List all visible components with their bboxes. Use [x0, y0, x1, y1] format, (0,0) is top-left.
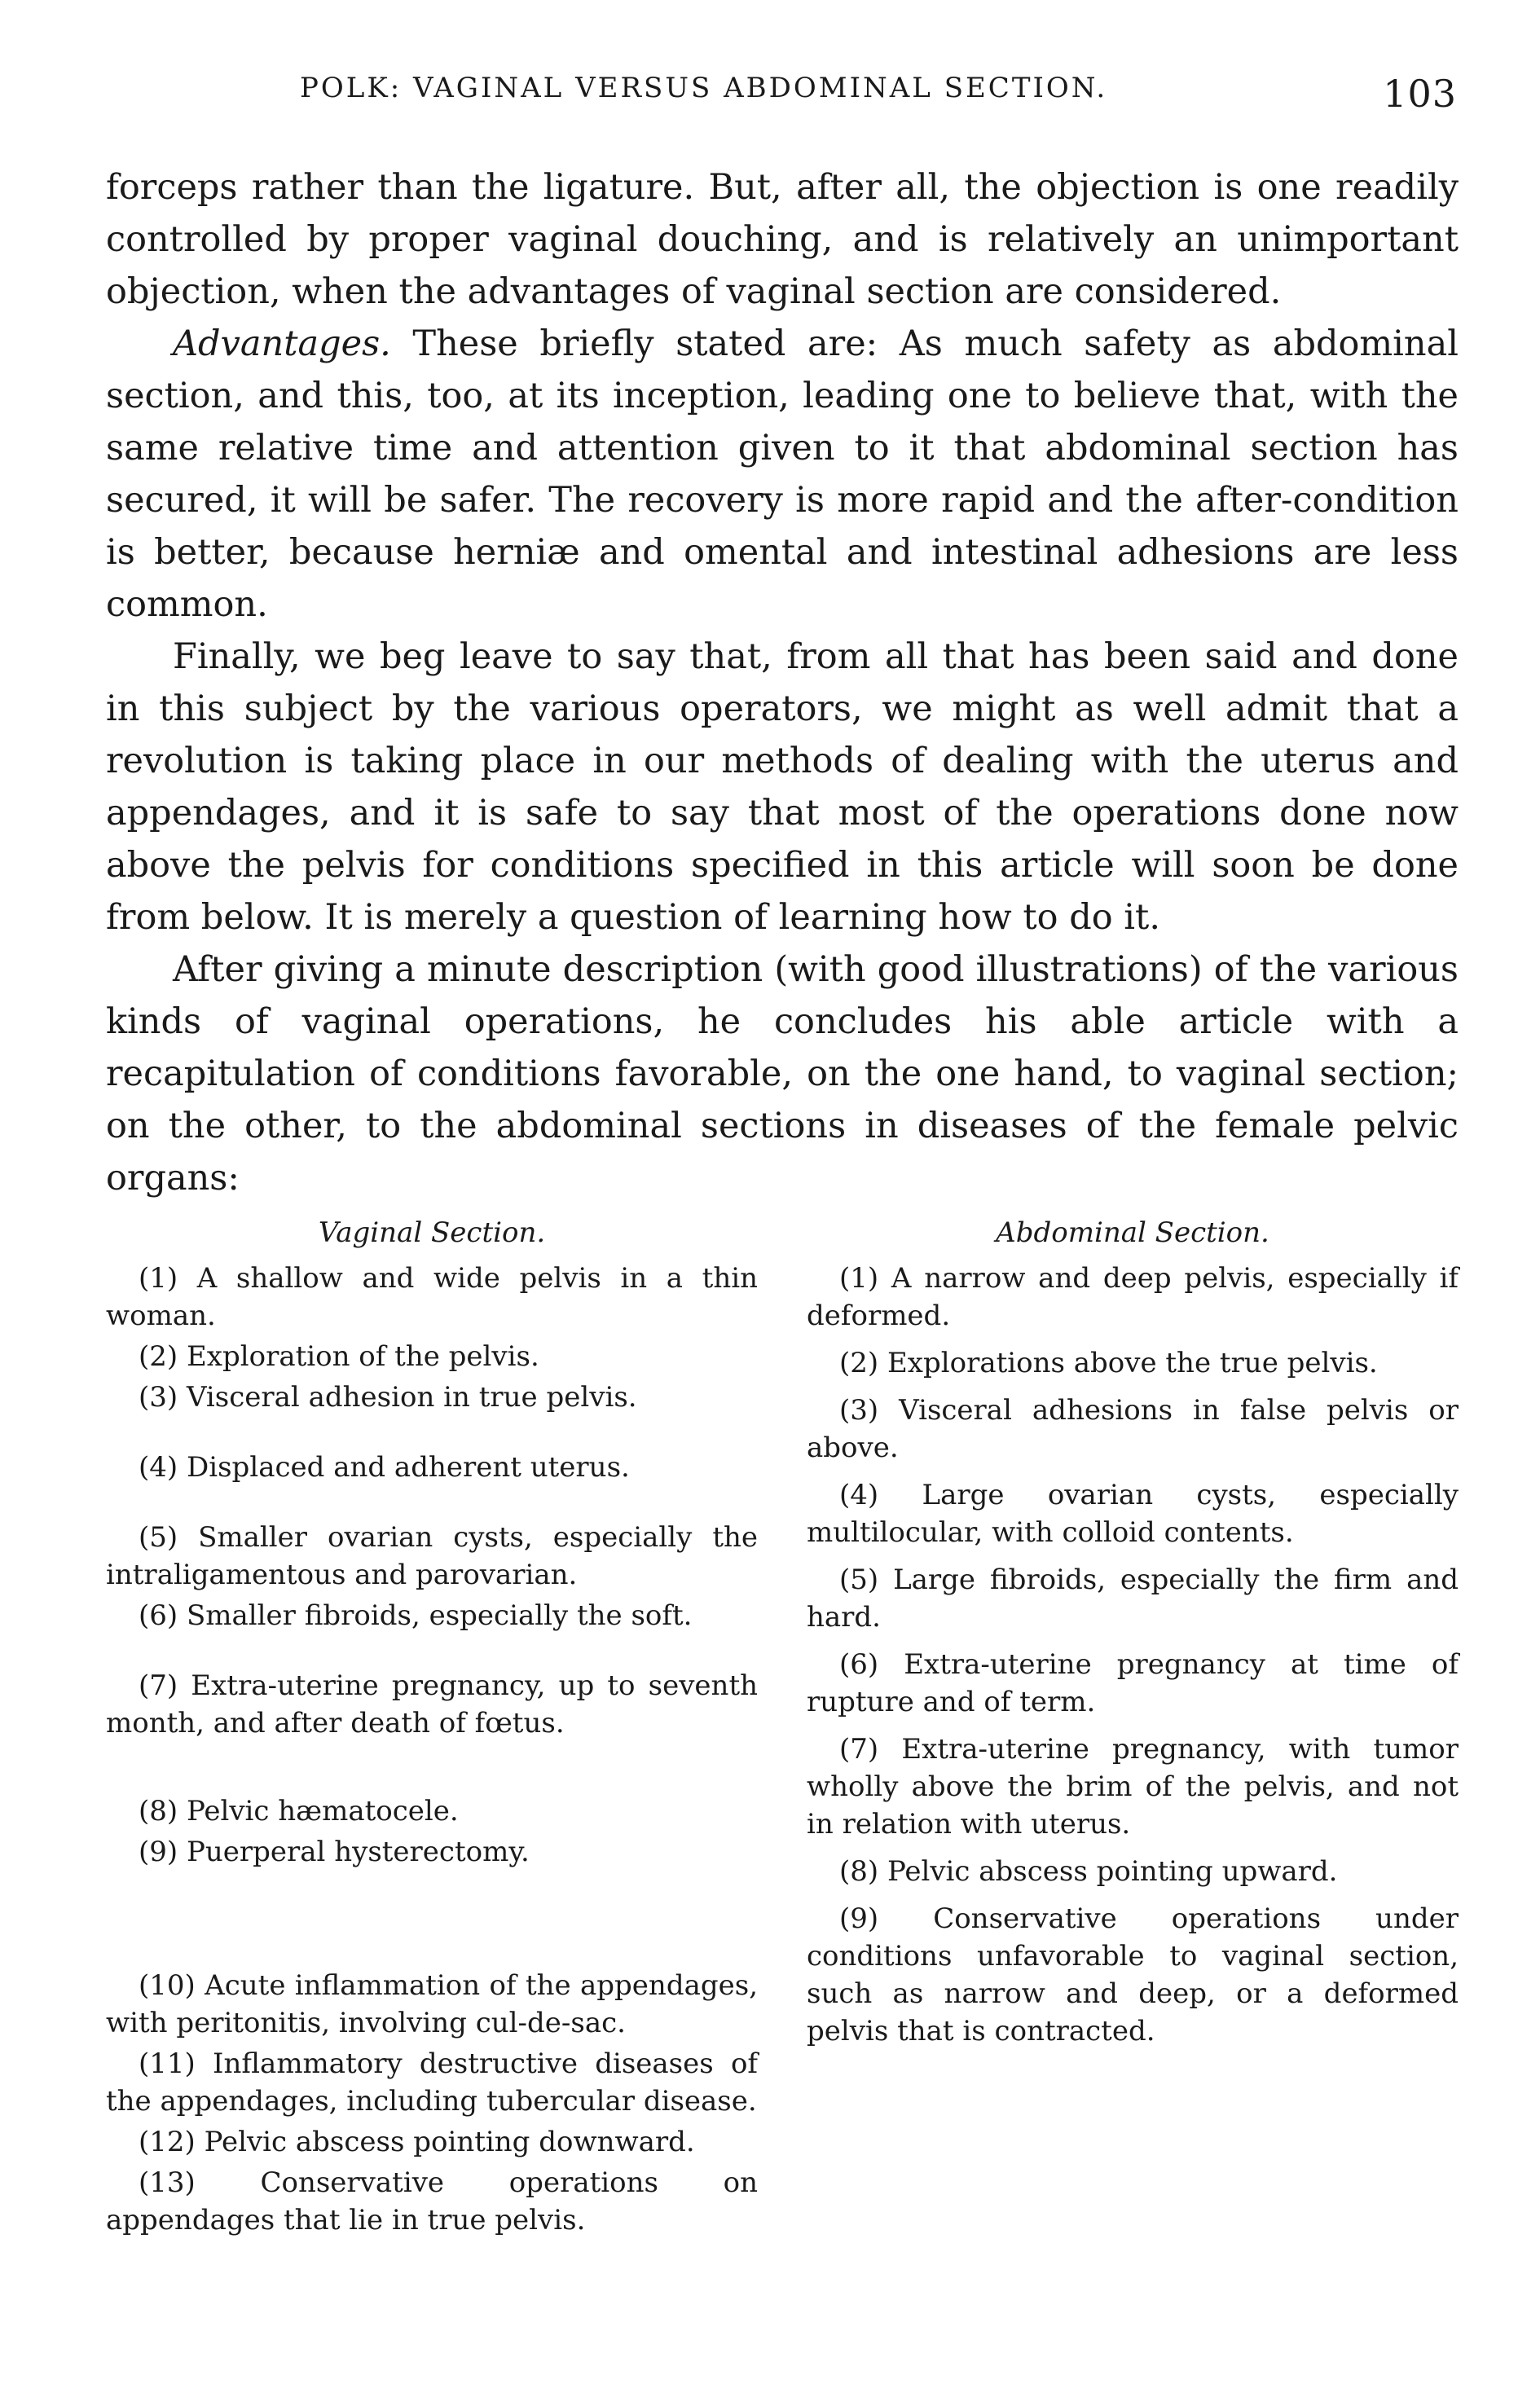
- running-title: POLK: VAGINAL VERSUS ABDOMINAL SECTION.: [300, 72, 1108, 104]
- vaginal-item: (8) Pelvic hæmatocele.: [139, 1795, 459, 1827]
- vaginal-section-heading: Vaginal Section.: [318, 1216, 546, 1249]
- abdominal-item: (4) Large ovarian cysts, especially multilocular, with colloid contents.: [807, 1479, 1459, 1549]
- vaginal-item: (12) Pelvic abscess pointing downward.: [139, 2126, 695, 2158]
- vaginal-item: (11) Inflammatory destructive diseases of the appendages, including tubercular disease.: [106, 2047, 758, 2118]
- vaginal-item: (5) Smaller ovarian cysts, especially the intraligamentous and parovarian.: [106, 1521, 758, 1591]
- abdominal-item: (5) Large fibroids, especially the firm and hard.: [807, 1564, 1459, 1634]
- vaginal-item: (4) Displaced and adherent uterus.: [139, 1451, 630, 1484]
- abdominal-item: (8) Pelvic abscess pointing upward.: [839, 1855, 1338, 1888]
- vaginal-item: (2) Exploration of the pelvis.: [139, 1340, 539, 1373]
- abdominal-item: (7) Extra-uterine pregnancy, with tumor wholly above the brim of the pelvis, and not in relation with uterus.: [807, 1733, 1459, 1841]
- abdominal-item: (9) Conservative operations under conditions unfavorable to vaginal section, such as narrow and deep, or a deformed pelvis that is contracted.: [807, 1902, 1459, 2047]
- paragraph-advantages: [106, 318, 1459, 631]
- comparison-columns: [106, 1214, 1459, 2371]
- vaginal-item: (10) Acute inflammation of the appendages, with peritonitis, involving cul-de-sac.: [106, 1969, 758, 2039]
- vaginal-section-column: [106, 1214, 758, 2242]
- abdominal-item: (1) A narrow and deep pelvis, especially if deformed.: [807, 1262, 1459, 1332]
- vaginal-item: (7) Extra-uterine pregnancy, up to seventh month, and after death of fœtus.: [106, 1669, 758, 1739]
- vaginal-item: (13) Conservative operations on appendages that lie in true pelvis.: [106, 2166, 758, 2236]
- body-text: [106, 161, 1459, 1204]
- advantages-text: These briefly stated are: As much safety as abdominal section, and this, too, at its inception, leading one to believe that, with the same relative time and attention given to it that abdominal section has secured, it will be safer. The recovery is more rapid and the after-condition is better, because herniæ and omental and intestinal adhesions are less common.: [106, 323, 1459, 625]
- abdominal-item: (2) Explorations above the true pelvis.: [839, 1347, 1378, 1379]
- paragraph-recapitulation: After giving a minute description (with good illustrations) of the various kinds of vaginal operations, he concludes his able article with a recapitulation of conditions favorable, on the one hand, to vaginal section; on the other, to the abdominal sections in diseases of the female pelvic organs:: [106, 949, 1459, 1198]
- paragraph-1: forceps rather than the ligature. But, after all, the objection is one readily controlled by proper vaginal douching, and is relatively an unimportant objection, when the advantages of vaginal section are considered.: [106, 167, 1459, 312]
- paragraph-finally: Finally, we beg leave to say that, from all that has been said and done in this subject by the various operators, we might as well admit that a revolution is taking place in our methods of dealing with the uterus and appendages, and it is safe to say that most of the operations done now above the pelvis for conditions specified in this article will soon be done from below. It is merely a question of learning how to do it.: [106, 636, 1459, 938]
- vaginal-item: (3) Visceral adhesion in true pelvis.: [139, 1381, 637, 1414]
- abdominal-section-heading: Abdominal Section.: [996, 1216, 1269, 1249]
- page-number: 103: [1383, 72, 1457, 116]
- vaginal-item: (6) Smaller fibroids, especially the soft.: [139, 1599, 693, 1632]
- abdominal-item: (3) Visceral adhesions in false pelvis or above.: [807, 1394, 1459, 1464]
- abdominal-item: (6) Extra-uterine pregnancy at time of rupture and of term.: [807, 1648, 1459, 1718]
- advantages-label: Advantages.: [173, 323, 391, 364]
- running-header: [104, 72, 1457, 121]
- vaginal-item: (9) Puerperal hysterectomy.: [139, 1836, 530, 1868]
- vaginal-item: (1) A shallow and wide pelvis in a thin woman.: [106, 1262, 758, 1332]
- abdominal-section-column: [807, 1214, 1459, 2060]
